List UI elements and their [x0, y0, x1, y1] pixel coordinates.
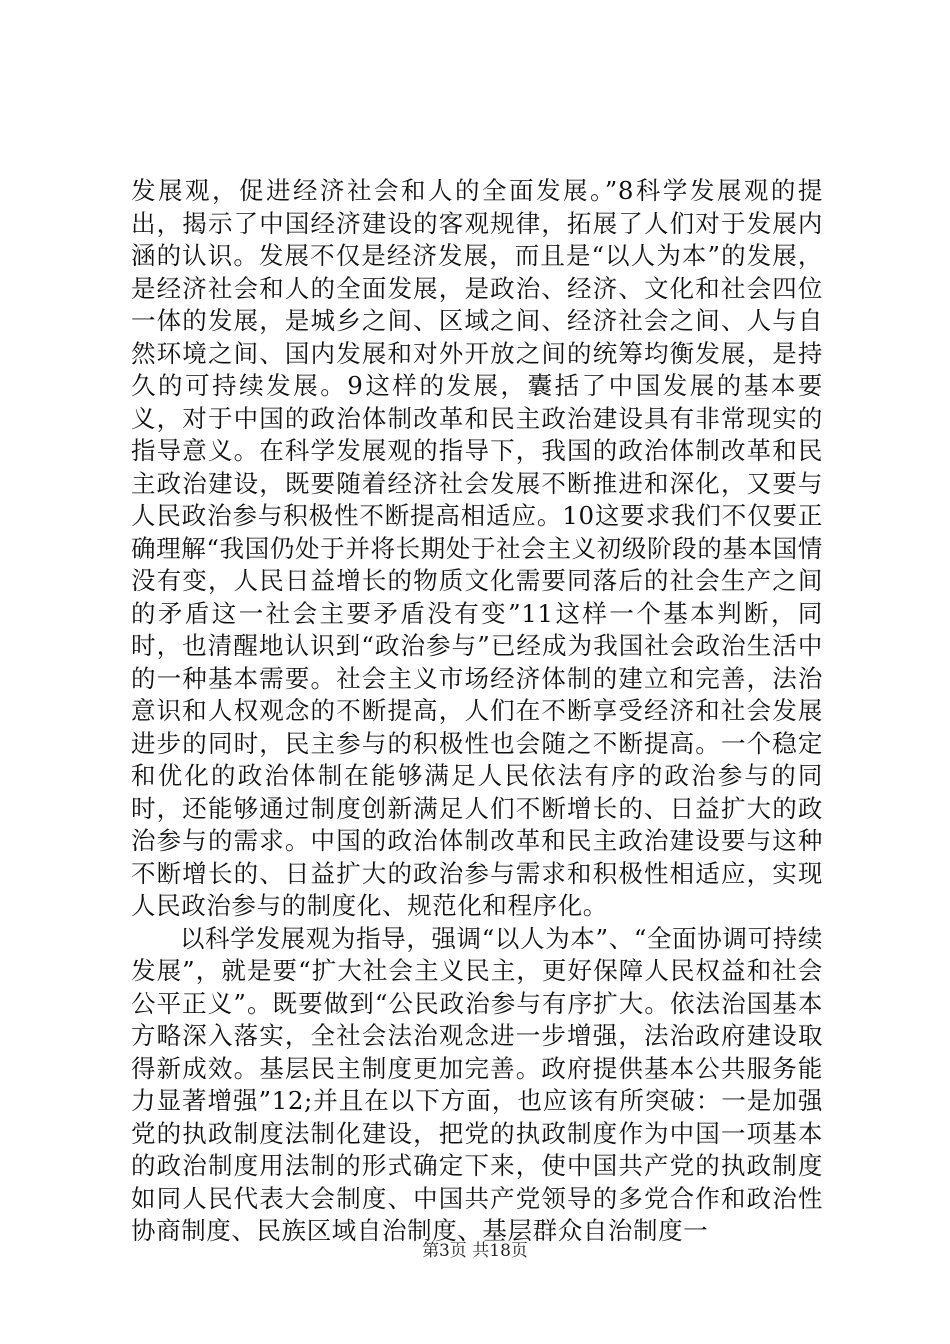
body-text [131, 175, 823, 1248]
page-footer: 第3页 共18页 [422, 1241, 528, 1261]
paragraph-2: 以科学发展观为指导，强调“以人为本”、“全面协调可持续发展”，就是要“扩大社会主义民主，更好保障人民权益和社会公平正义”。既要做到“公民政治参与有序扩大。依法治国基本方略深入落实，全社会法治观念进一步增强，法治政府建设取得新成效。基层民主制度更加完善。政府提供基本公共服务能力显著增强”12;并且在以下方面，也应该有所突破：一是加强党的执政制度法制化建设，把党的执政制度作为中国一项基本的政治制度用法制的形式确定下来，使中国共产党的执政制度如同人民代表大会制度、中国共产党领导的多党合作和政治性协商制度、民族区域自治制度、基层群众自治制度一 [131, 923, 823, 1245]
paragraph-1: 发展观，促进经济社会和人的全面发展。”8科学发展观的提出，揭示了中国经济建设的客观规律，拓展了人们对于发展内涵的认识。发展不仅是经济发展，而且是“以人为本”的发展，是经济社会和人的全面发展，是政治、经济、文化和社会四位一体的发展，是城乡之间、区域之间、经济社会之间、人与自然环境之间、国内发展和对外开放之间的统筹均衡发展，是持久的可持续发展。9这样的发展，囊括了中国发展的基本要义，对于中国的政治体制改革和民主政治建设具有非常现实的指导意义。在科学发展观的指导下，我国的政治体制改革和民主政治建设，既要随着经济社会发展不断推进和深化，又要与人民政治参与积极性不断提高相适应。10这要求我们不仅要正确理解“我国仍处于并将长期处于社会主义初级阶段的基本国情没有变，人民日益增长的物质文化需要同落后的社会生产之间的矛盾这一社会主要矛盾没有变”11这样一个基本判断，同时，也清醒地认识到“政治参与”已经成为我国社会政治生活中的一种基本需要。社会主义市场经济体制的建立和完善，法治意识和人权观念的不断提高，人们在不断享受经济和社会发展进步的同时，民主参与的积极性也会随之不断提高。一个稳定和优化的政治体制在能够满足人民依法有序的政治参与的同时，还能够通过制度创新满足人们不断增长的、日益扩大的政治参与的需求。中国的政治体制改革和民主政治建设要与这种不断增长的、日益扩大的政治参与需求和积极性相适应，实现人民政治参与的制度化、规范化和程序化。 [131, 176, 823, 920]
